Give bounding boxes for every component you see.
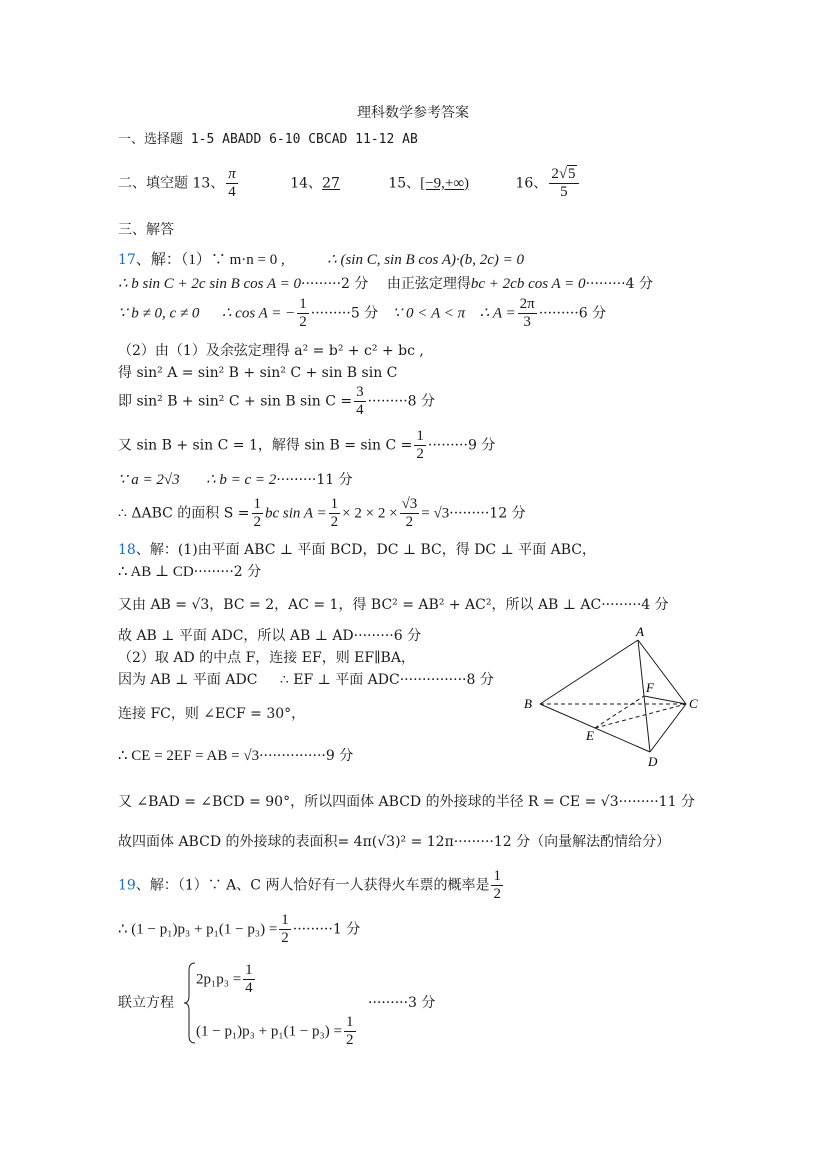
q15-label: 15、 xyxy=(388,175,421,192)
multiple-choice-answers: 一、选择题 1-5 ABADD 6-10 CBCAD 11-12 AB xyxy=(118,132,418,147)
p18-line-1: 18、解：(1)由平面 ABC ⊥ 平面 BCD，DC ⊥ BC，得 DC ⊥ 平面 ABC， xyxy=(118,542,597,558)
p17-line-5: 得 sin² A = sin² B + sin² C + sin B sin C xyxy=(118,365,398,381)
p19-frac-3: $\frac{1}{4}$ xyxy=(245,962,253,996)
p17-line-2: ∴ b sin C + 2c sin B cos A = 0·········2 分 由正弦定理得bc + 2cb cos A = 0·········4 分 xyxy=(118,276,653,292)
p17-line-8: ∵ a = 2√3 ∴ b = c = 2·········11 分 xyxy=(118,472,353,488)
p19-system-label: 联立方程 xyxy=(118,995,174,1011)
p17-line-7: 又 sin B + sin C = 1，解得 sin B = sin C = $\frac{1}{2}$ ·········9 分 xyxy=(118,428,496,462)
q13-fraction: $\frac{\pi}{4}$ xyxy=(228,166,236,200)
vertex-label-e: E xyxy=(586,728,594,743)
p17-frac-s3: $\frac{√3}{2}$ xyxy=(401,496,418,530)
q14-answer: 27 xyxy=(322,175,340,192)
p18-number: 18 xyxy=(118,542,136,558)
p17-line-1: 17、解：（1）∵ m·n = 0 , ∴ (sin C, sin B cos A)·(b, 2c) = 0 xyxy=(118,252,525,268)
p18-line-5: （2）取 AD 的中点 F，连接 EF，则 EF∥BA， xyxy=(118,650,415,666)
p18-line-8: ∴ CE = 2EF = AB = √3···············9 分 xyxy=(118,748,354,764)
p17-number: 17 xyxy=(118,252,136,268)
p18-line-9: 又 ∠BAD = ∠BCD = 90°，所以四面体 ABCD 的外接球的半径 R = CE = √3·········11 分 xyxy=(118,794,695,810)
p19-frac-1: $\frac{1}{2}$ xyxy=(493,868,501,902)
p17-line-4: （2）由（1）及余弦定理得 a² = b² + c² + bc , xyxy=(118,343,424,359)
p18-line-6: 因为 AB ⊥ 平面 ADC ∴ EF ⊥ 平面 ADC···············8 分 xyxy=(118,672,494,688)
p18-line-2: ∴ AB ⊥ CD·········2 分 xyxy=(118,564,262,580)
p17-frac-half: $\frac{1}{2}$ xyxy=(299,296,307,330)
p19-equation-2: (1 − p₁)p₃ + p₁(1 − p₃) = $\frac{1}{2}$ xyxy=(196,1014,354,1048)
p19-frac-4: $\frac{1}{2}$ xyxy=(346,1014,354,1048)
p19-score-3: ·········3 分 xyxy=(368,995,436,1011)
vertex-label-b: B xyxy=(524,696,532,711)
q16-fraction: $\frac{2√5}{5}$ xyxy=(549,166,578,201)
tetrahedron-figure xyxy=(518,624,708,772)
p18-line-3: 又由 AB = √3，BC = 2，AC = 1，得 BC² = AB² + AC²，所以 AB ⊥ AC·········4 分 xyxy=(118,597,669,613)
section-3-heading: 三、解答 xyxy=(118,222,174,238)
vertex-label-f: F xyxy=(646,680,654,695)
p19-number: 19 xyxy=(118,877,136,894)
fill-in-label: 二、填空题 13、 xyxy=(118,175,225,192)
vertex-label-a: A xyxy=(636,624,644,639)
p18-line-4: 故 AB ⊥ 平面 ADC，所以 AB ⊥ AD·········6 分 xyxy=(118,628,422,644)
p17-frac-3-4: $\frac{3}{4}$ xyxy=(356,384,364,418)
p19-line-2: ∴ (1 − p₁)p₃ + p₁(1 − p₃) = $\frac{1}{2}$ ·········1 分 xyxy=(118,912,361,946)
p17-line-3: ∵ b ≠ 0, c ≠ 0 ∴ cos A = − $\frac{1}{2}$ ·········5 分 ∵ 0 < A < π ∴ A = $\frac{2\pi}{3}$ ·········6 分 xyxy=(118,296,607,330)
q16-label: 16、 xyxy=(515,175,548,192)
segment-ec xyxy=(595,704,686,728)
edge-cd xyxy=(650,704,686,752)
p17-frac-2pi3: $\frac{2\pi}{3}$ xyxy=(519,296,535,330)
q14-label: 14、 xyxy=(290,175,323,192)
fill-in-answers xyxy=(118,166,581,201)
p18-line-7: 连接 FC，则 ∠ECF = 30°， xyxy=(118,706,306,722)
segment-fc xyxy=(644,696,686,704)
vertex-label-d: D xyxy=(648,754,658,769)
p19-frac-2: $\frac{1}{2}$ xyxy=(281,912,289,946)
segment-ef xyxy=(595,696,644,728)
edge-ab xyxy=(540,640,638,704)
p17-frac-s2: $\frac{1}{2}$ xyxy=(330,496,339,530)
p17-frac-s1: $\frac{1}{2}$ xyxy=(253,496,262,530)
p19-equation-1: 2p₁p₃ = $\frac{1}{4}$ xyxy=(196,962,253,996)
vertex-label-c: C xyxy=(689,696,698,711)
p19-line-1: 19、解：（1）∵ A、C 两人恰好有一人获得火车票的概率是 $\frac{1}{2}$ xyxy=(118,868,501,902)
p17-line-6: 即 sin² B + sin² C + sin B sin C = $\frac{3}{4}$ ·········8 分 xyxy=(118,384,436,418)
p18-line-10: 故四面体 ABCD 的外接球的表面积= 4π(√3)² = 12π·········12 分（向量解法酌情给分） xyxy=(118,834,671,850)
page-title: 理科数学参考答案 xyxy=(357,105,469,121)
p17-frac-1-2b: $\frac{1}{2}$ xyxy=(416,428,424,462)
q15-answer: [−9,+∞) xyxy=(420,175,470,192)
system-brace xyxy=(183,962,197,1044)
p17-line-9: ∴ ΔABC 的面积 S = $\frac{1}{2}$ bc sin A = $\frac{1}{2}$ × 2 × 2 × $\frac{√3}{2}$ = √3·········12 分 xyxy=(118,496,526,530)
